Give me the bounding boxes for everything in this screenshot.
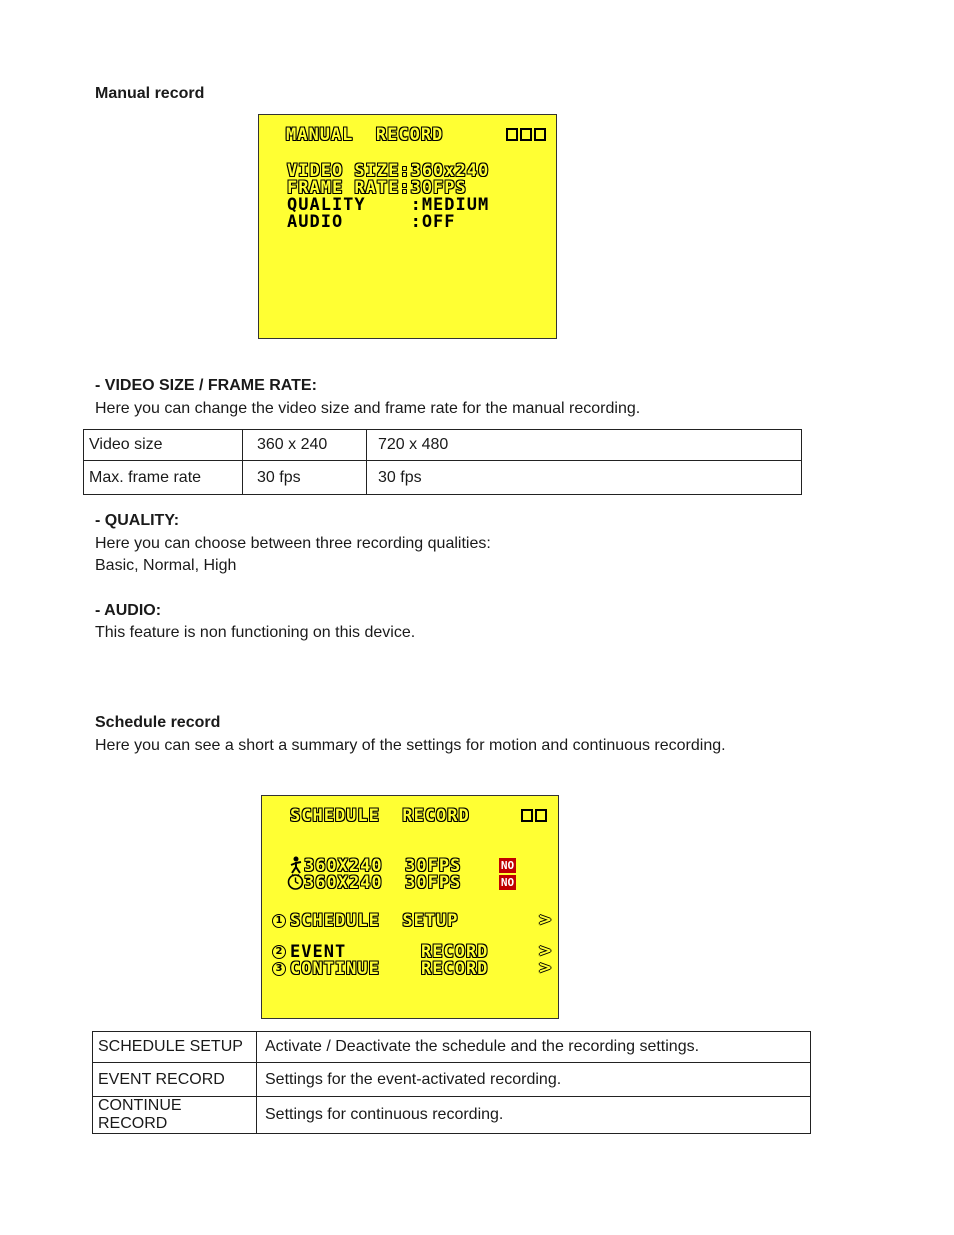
table-row	[93, 1097, 811, 1134]
chevron-right-icon: >	[538, 958, 553, 978]
osd-continuous-summary: 360X240 30FPS	[304, 873, 462, 893]
audio-text: This feature is non functioning on this device.	[95, 624, 416, 641]
osd-indicator-box	[534, 128, 546, 141]
table-cell: SCHEDULE SETUP	[93, 1032, 257, 1063]
schedule-options-table	[92, 1031, 811, 1134]
osd-indicator-box	[521, 809, 533, 822]
manual-record-osd-screen	[258, 114, 557, 339]
table-row	[93, 1032, 811, 1063]
menu-item-event-record[interactable]: EVENT	[290, 942, 347, 962]
table-cell: CONTINUE RECORD	[93, 1097, 257, 1134]
manual-record-heading: Manual record	[95, 85, 205, 102]
video-size-table	[83, 429, 802, 495]
status-badge: NO	[500, 859, 515, 872]
table-cell: Max. frame rate	[84, 461, 243, 495]
table-cell: Video size	[84, 430, 243, 461]
osd-indicator-box	[535, 809, 547, 822]
osd-quality: QUALITY :MEDIUM	[287, 195, 490, 215]
number-three-icon: 3	[272, 962, 286, 976]
osd-frame-rate: FRAME RATE:30FPS	[287, 178, 467, 198]
table-cell: 360 x 240	[243, 430, 367, 461]
menu-item-continue-record-label: RECORD	[421, 959, 489, 979]
chevron-right-icon: >	[538, 941, 553, 961]
osd-title: SCHEDULE RECORD	[290, 806, 470, 826]
quality-text: Here you can choose between three recording qualities:	[95, 535, 491, 552]
video-size-text: Here you can change the video size and frame rate for the manual recording.	[95, 400, 641, 417]
audio-heading: - AUDIO:	[95, 602, 162, 619]
osd-audio: AUDIO :OFF	[287, 212, 456, 232]
table-cell: 30 fps	[367, 461, 802, 495]
table-row	[93, 1063, 811, 1097]
osd-event-summary: 360X240 30FPS	[304, 856, 462, 876]
video-size-heading: - VIDEO SIZE / FRAME RATE:	[95, 377, 317, 394]
schedule-record-heading: Schedule record	[95, 714, 221, 731]
chevron-right-icon: >	[538, 910, 553, 930]
table-row	[84, 461, 802, 495]
osd-indicator-box	[506, 128, 518, 141]
number-one-icon: 1	[272, 914, 286, 928]
table-cell: 720 x 480	[367, 430, 802, 461]
motion-person-icon	[288, 856, 304, 874]
number-two-icon: 2	[272, 945, 286, 959]
quality-heading: - QUALITY:	[95, 512, 180, 529]
table-cell: 30 fps	[243, 461, 367, 495]
menu-item-schedule-setup[interactable]: SCHEDULE SETUP	[290, 911, 459, 931]
osd-indicator-box	[520, 128, 532, 141]
table-cell: EVENT RECORD	[93, 1063, 257, 1097]
table-cell: Activate / Deactivate the schedule and the recording settings.	[257, 1032, 811, 1063]
continuous-clock-icon	[287, 873, 304, 890]
table-cell: Settings for continuous recording.	[257, 1097, 811, 1134]
status-badge: NO	[500, 876, 515, 889]
table-cell: Settings for the event-activated recording.	[257, 1063, 811, 1097]
osd-title: MANUAL RECORD	[286, 125, 444, 145]
osd-video-size: VIDEO SIZE:360x240	[287, 161, 490, 181]
menu-item-continue-record[interactable]: CONTINUE	[290, 959, 380, 979]
table-row	[84, 430, 802, 461]
schedule-record-osd-screen	[261, 795, 559, 1019]
menu-item-event-record-label: RECORD	[421, 942, 489, 962]
schedule-record-text: Here you can see a short a summary of the settings for motion and continuous recording.	[95, 737, 726, 754]
quality-options: Basic, Normal, High	[95, 557, 237, 574]
